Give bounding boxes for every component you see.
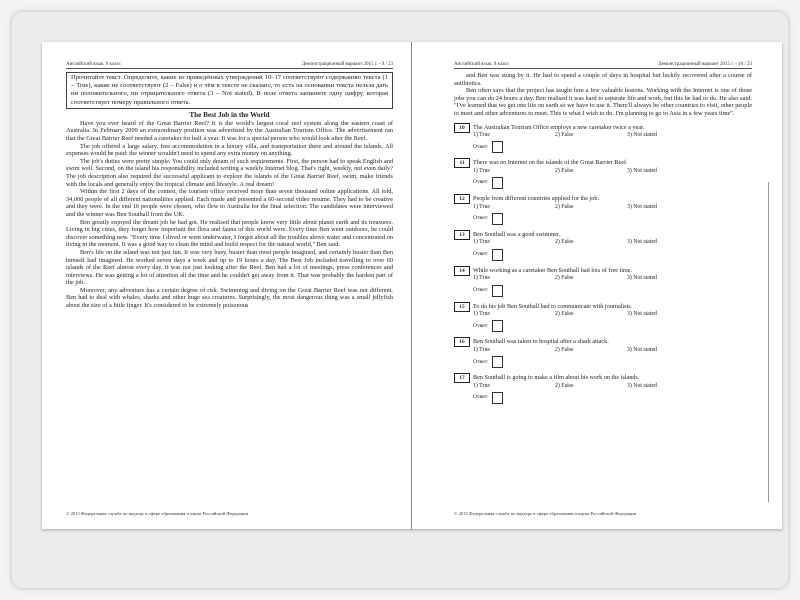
header-variant: Демонстрационный вариант 2015 г. - 9 / 23 <box>301 62 393 67</box>
option-true: 1) True <box>473 131 490 138</box>
paragraph: The job offered a large salary, free accommodation in a luxury villa, and transportation there and around the islands. All expenses would be paid: the winner wouldn't need to spend any extra money on anything. <box>66 142 393 158</box>
question-item <box>454 231 752 261</box>
answer-label: Ответ: <box>473 394 489 401</box>
answer-row <box>473 320 752 332</box>
question-number: 16 <box>454 337 470 347</box>
page-left <box>42 42 412 529</box>
question-item <box>454 195 752 225</box>
answer-box[interactable] <box>492 356 503 368</box>
question-number: 12 <box>454 194 470 204</box>
answer-options <box>473 275 752 282</box>
option-false: 2) False <box>555 203 574 210</box>
answer-box[interactable] <box>492 320 503 332</box>
answer-label: Ответ: <box>473 251 489 258</box>
answer-row <box>473 141 752 153</box>
question-statement: Ben Southall was a good swimmer. <box>473 231 561 238</box>
option-not-stated: 3) Not stated <box>627 167 657 174</box>
answer-options <box>473 383 752 390</box>
question-statement: While working as a caretaker Ben Southall had lots of free time. <box>473 266 633 274</box>
question-item <box>454 159 752 189</box>
question-number: 15 <box>454 302 470 312</box>
option-true: 1) True <box>473 203 490 210</box>
answer-row <box>473 356 752 368</box>
question-item <box>454 267 752 297</box>
answer-row <box>473 177 752 189</box>
answer-label: Ответ: <box>473 179 489 186</box>
answer-box[interactable] <box>492 213 503 225</box>
question-item <box>454 303 752 333</box>
option-true: 1) True <box>473 346 490 353</box>
option-false: 2) False <box>555 346 574 353</box>
paragraph: Ben's life on the island was not just fun. It was very busy, busier than most people imagined, and certainly busier than Ben himself had imagined. He worked seven days a week and up to 19 hours a day. The Best Job included travelling to over 60 islands of the Reef almost every day. It was not just looking after the Reef, Ben had a lot of meetings, press conferences and interviews. He was getting a lot of attention all the time and he couldn't get away from it. That was probably the hardest part of the job. <box>66 248 393 287</box>
answer-label: Ответ: <box>473 322 489 329</box>
question-number: 13 <box>454 230 470 240</box>
option-not-stated: 3) Not stated <box>627 382 657 389</box>
option-not-stated: 3) Not stated <box>627 131 657 138</box>
answer-box[interactable] <box>492 249 503 261</box>
question-statement: Ben Southall is going to make a film about his work on the islands. <box>473 374 640 382</box>
answer-options <box>473 311 752 318</box>
answer-options <box>473 239 752 246</box>
question-statement: People from different countries applied for the job. <box>473 195 600 203</box>
option-true: 1) True <box>473 167 490 174</box>
page-footer: © 2015 Федеральная служба по надзору в сфере образования и науки Российской Федерации <box>66 511 249 516</box>
answer-row <box>473 213 752 225</box>
option-false: 2) False <box>555 239 574 246</box>
option-true: 1) True <box>473 311 490 318</box>
answer-label: Ответ: <box>473 358 489 365</box>
option-false: 2) False <box>555 311 574 318</box>
slide-frame <box>12 12 788 588</box>
question-number: 11 <box>454 158 470 168</box>
question-number: 17 <box>454 373 470 383</box>
option-not-stated: 3) Not stated <box>627 311 657 318</box>
page-header <box>454 62 752 69</box>
question-number: 14 <box>454 266 470 276</box>
option-true: 1) True <box>473 239 490 246</box>
option-false: 2) False <box>555 167 574 174</box>
question-statement: The Australian Tourism Office employs a new caretaker twice a year. <box>473 123 645 131</box>
question-list <box>454 124 752 405</box>
option-not-stated: 3) Not stated <box>627 239 657 246</box>
option-true: 1) True <box>473 382 490 389</box>
answer-label: Ответ: <box>473 215 489 222</box>
answer-row <box>473 249 752 261</box>
page-footer: © 2015 Федеральная служба по надзору в сфере образования и науки Российской Федерации <box>454 511 637 516</box>
answer-row <box>473 285 752 297</box>
option-not-stated: 3) Not stated <box>627 346 657 353</box>
task-instructions: Прочитайте текст. Определите, какие из приведённых утверждений 10–17 соответствуют содержанию текста (1 – True), какие не соответствуют (2 – False) и о чём в тексте не сказано, то есть на основании текста нельзя дать ни положительного, ни отрицательного ответа (3 – Not stated). В поле ответа запишите одну цифру, которая соответствует номеру правильного ответа. <box>66 72 393 109</box>
option-false: 2) False <box>555 131 574 138</box>
page-header <box>66 62 393 69</box>
question-item <box>454 124 752 154</box>
answer-row <box>473 392 752 404</box>
text-title: The Best Job in the World <box>189 110 270 119</box>
paragraph: Ben often says that the project has taught him a few valuable lessons. Working with the Internet is one of those jobs you can do 24 hours a day. Ben realised it was hard to separate life and work, but this he had to do. He also said: "I've learned that we get one life on earth so we have to use it. There'll always be other countries to visit, other people to meet and other adventures to meet. This is what I wish to do. I'm planning to go to Asia in a few years time". <box>454 87 752 117</box>
answer-box[interactable] <box>492 285 503 297</box>
question-number: 10 <box>454 123 470 133</box>
paragraph: Have you ever heard of the Great Barrier Reef? It is the world's largest coral reef system along the eastern coast of Australia. In February 2009 an extraordinary position was advertised by the Australian Tourism Office. The advertisement ran that the Great Barrier Reef needed a caretaker for half a year. It was for a special person who would look after the Reef. <box>66 119 393 142</box>
option-true: 1) True <box>473 275 490 282</box>
paragraph: Ben greatly enjoyed the dream job he had got. He realised that people know very little about planet earth and its treasures. Living in big cities, they forget how important the flora and fauna of this world were. Every time Ben went outdoors, he could discover something new. "Every time I dived or went underwater, I forgot about all the troubles above water and concentrated on living in the moment. It was a good way to clean the mind and build respect for the natural world," Ben said. <box>66 218 393 249</box>
option-false: 2) False <box>555 275 574 282</box>
question-item <box>454 374 752 404</box>
header-subject: Английский язык. 9 класс <box>66 62 122 67</box>
answer-box[interactable] <box>492 177 503 189</box>
answer-box[interactable] <box>492 141 503 153</box>
answer-label: Ответ: <box>473 143 489 150</box>
question-statement: To do his job Ben Southall had to communicate with journalists. <box>473 302 633 310</box>
question-statement: There was no Internet on the islands of the Great Barrier Reef. <box>473 159 628 167</box>
paragraph: The job's duties were pretty simple. You could only dream of such requirements. First, the person had to speak English and swim well. Second, on the island his responsibility included writing a weekly Internet blog. That's right, weekly, not even daily? The job description also required the successful applicant to explore the islands of the Great Barrier Reef, swim, make friends with the locals and generally enjoy the tropical climate and lifestyle. A real dream! <box>66 157 393 188</box>
option-false: 2) False <box>555 382 574 389</box>
answer-options <box>473 168 752 175</box>
paragraph: and Ben was stung by it. He had to spend a couple of days in hospital but luckily recovered after a course of antibiotics. <box>454 72 752 87</box>
document-spread <box>42 42 782 529</box>
margin-line <box>768 182 769 502</box>
answer-label: Ответ: <box>473 286 489 293</box>
answer-options <box>473 132 752 139</box>
header-subject: Английский язык. 9 класс <box>454 62 510 67</box>
option-not-stated: 3) Not stated <box>627 275 657 282</box>
page-right <box>412 42 782 529</box>
paragraph: Within the first 2 days of the contest, the tourism office received more than seven thousand online applications. All told, 34,000 people of all different nationalities applied. Each made and presented a 60-second video resume. They had to be creative and they were. In the end 16 people were chosen, who flew to Australia for the final selection. The candidates were interviewed and the winner was Ben Southall from the UK. <box>66 188 393 218</box>
paragraph: Moreover, any adventure has a certain degree of risk. Swimming and diving on the Great Barrier Reef was not different. Ben had to deal with whales, sharks and other huge sea creatures. Surprisingly, the most dangerous thing was a small jellyfish about the size of a little finger. It's considered to be extremely poisonous <box>66 286 393 310</box>
header-variant: Демонстрационный вариант 2015 г. - 10 / 23 <box>658 62 752 67</box>
answer-box[interactable] <box>492 392 503 404</box>
answer-options <box>473 347 752 354</box>
option-not-stated: 3) Not stated <box>627 203 657 210</box>
answer-options <box>473 204 752 211</box>
question-statement: Ben Southall was taken to hospital after a shark attack. <box>473 338 609 346</box>
question-item <box>454 338 752 368</box>
